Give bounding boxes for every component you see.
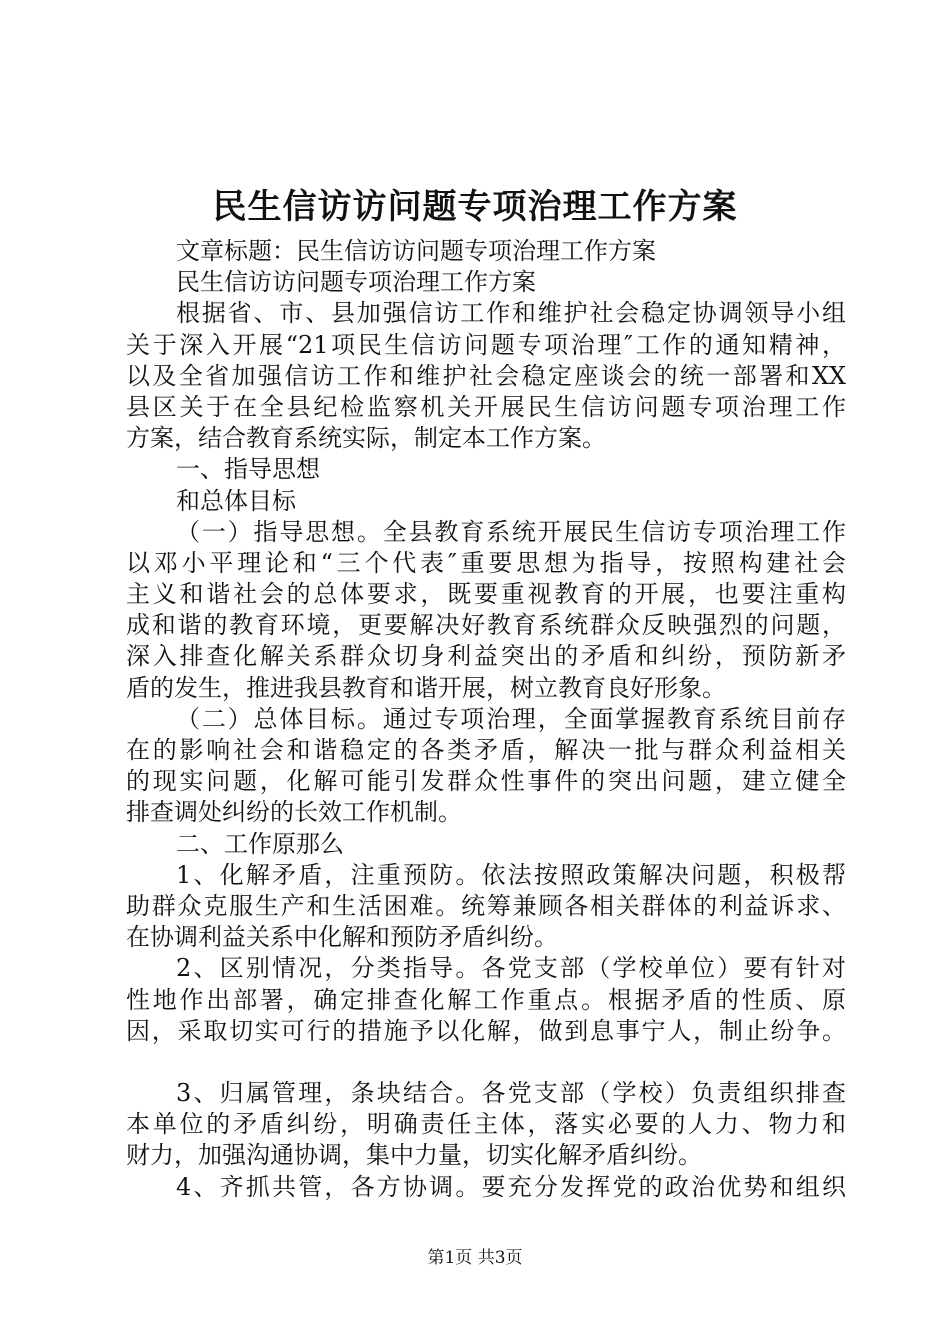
- document-title: 民生信访访问题专项治理工作方案: [212, 187, 738, 227]
- paragraph-line: 县区关于在全县纪检监察机关开展民生信访问题专项治理工作: [126, 392, 846, 421]
- section-heading: 二、工作原那么: [176, 829, 344, 858]
- paragraph-line: 成和谐的教育环境，更要解决好教育系统群众反映强烈的问题，: [126, 611, 846, 640]
- paragraph-line: （一）指导思想。全县教育系统开展民生信访专项治理工作: [176, 517, 846, 546]
- paragraph-line: （二）总体目标。通过专项治理，全面掌握教育系统目前存: [176, 704, 846, 733]
- paragraph-line: 根据省、市、县加强信访工作和维护社会稳定协调领导小组: [176, 299, 846, 328]
- paragraph-line: 方案，结合教育系统实际，制定本工作方案。: [126, 424, 606, 453]
- paragraph-line: 关于深入开展“21项民生信访问题专项治理″工作的通知精神，: [126, 330, 846, 359]
- page-number: 第1页 共3页: [427, 1248, 523, 1268]
- paragraph-line: 以邓小平理论和“三个代表″重要思想为指导，按照构建社会: [126, 548, 846, 577]
- paragraph-line: 在的影响社会和谐稳定的各类矛盾，解决一批与群众利益相关: [126, 736, 846, 764]
- paragraph-line: 1、化解矛盾，注重预防。依法按照政策解决问题，积极帮: [176, 860, 846, 889]
- paragraph-line: 在协调利益关系中化解和预防矛盾纠纷。: [126, 923, 558, 952]
- paragraph-line: 深入排查化解关系群众切身利益突出的矛盾和纠纷，预防新矛: [126, 642, 846, 671]
- section-heading: 一、指导思想: [176, 455, 320, 484]
- paragraph-line: 本单位的矛盾纠纷，明确责任主体，落实必要的人力、物力和: [126, 1110, 846, 1139]
- paragraph-line: 性地作出部署，确定排查化解工作重点。根据矛盾的性质、原: [126, 985, 846, 1014]
- paragraph-line: 盾的发生，推进我县教育和谐开展，树立教育良好形象。: [126, 673, 726, 702]
- paragraph-line: 2、区别情况，分类指导。各党支部（学校单位）要有针对: [176, 954, 846, 983]
- paragraph-line: 以及全省加强信访工作和维护社会稳定座谈会的统一部署和XX: [126, 361, 846, 390]
- paragraph-line: 财力，加强沟通协调，集中力量，切实化解矛盾纠纷。: [126, 1141, 702, 1170]
- paragraph-line: 因，采取切实可行的措施予以化解，做到息事宁人，制止纷争。: [126, 1016, 846, 1045]
- paragraph-line: 主义和谐社会的总体要求，既要重视教育的开展，也要注重构: [126, 580, 846, 609]
- subtitle-line: 民生信访访问题专项治理工作方案: [176, 268, 536, 297]
- document-body: [126, 236, 846, 1203]
- blank-line: [126, 1047, 846, 1078]
- paragraph-line: 排查调处纠纷的长效工作机制。: [126, 798, 462, 827]
- paragraph-line: 的现实问题，化解可能引发群众性事件的突出问题，建立健全: [126, 767, 846, 796]
- paragraph-line: 助群众克服生产和生活困难。统筹兼顾各相关群体的利益诉求、: [126, 891, 846, 920]
- paragraph-line: 3、归属管理，条块结合。各党支部（学校）负责组织排查: [176, 1079, 846, 1108]
- article-heading-line: 文章标题：民生信访访问题专项治理工作方案: [176, 237, 656, 265]
- section-heading-continued: 和总体目标: [176, 486, 296, 515]
- paragraph-line: 4、齐抓共管，各方协调。要充分发挥党的政治优势和组织: [176, 1172, 846, 1201]
